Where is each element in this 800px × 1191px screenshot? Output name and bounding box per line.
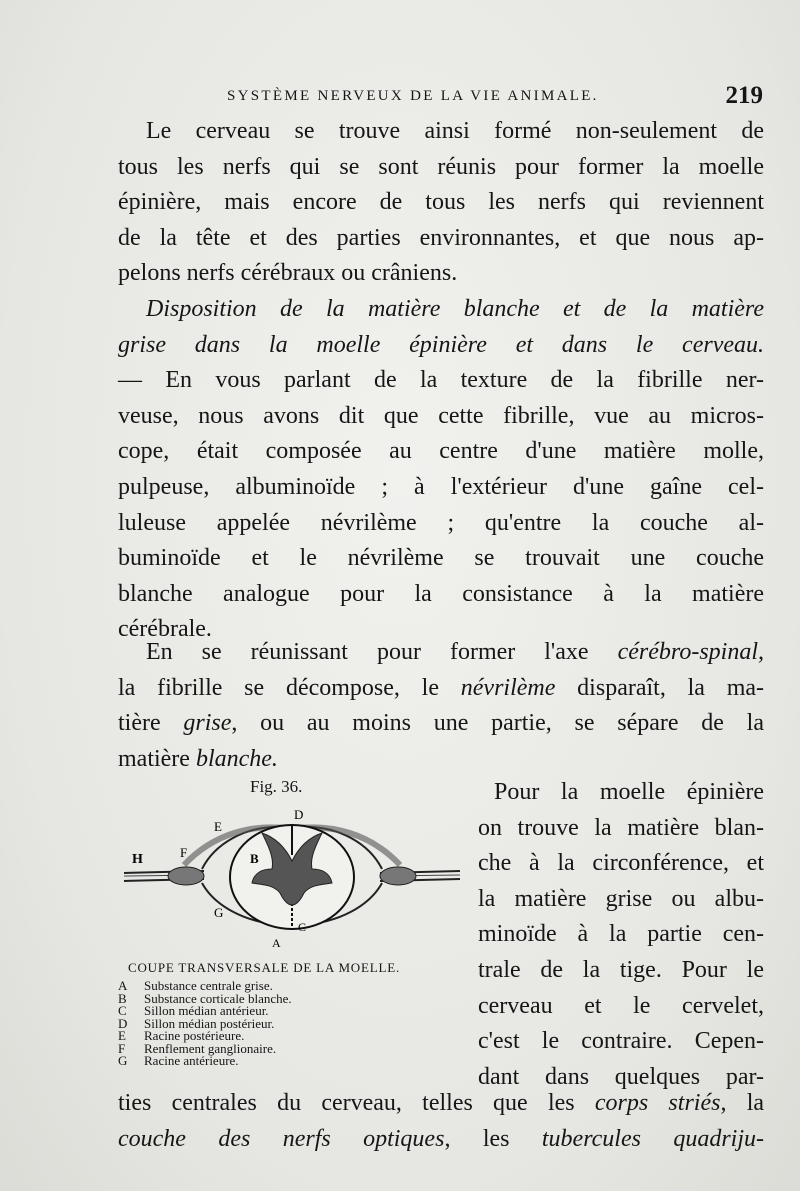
legend-item	[118, 1055, 292, 1068]
legend-key: A	[118, 978, 128, 993]
text-span: , les	[444, 1125, 542, 1152]
text-line: che à la circonférence, et	[478, 850, 764, 877]
section-heading-line	[118, 292, 764, 328]
figure-legend	[118, 980, 292, 1068]
text-line: pelons nerfs cérébraux ou crâniens.	[118, 260, 458, 287]
legend-key: C	[118, 1003, 127, 1018]
text-line: buminoïde et le névrilème se trouvait une couche	[118, 545, 764, 572]
text-line	[118, 635, 764, 671]
paragraph-2	[118, 292, 764, 648]
text-span: , la	[720, 1090, 765, 1116]
section-heading-italic: grise dans la moelle épinière et dans le cerveau.	[118, 331, 764, 358]
text-span: disparaît, la ma-	[555, 674, 764, 701]
text-line: luleuse appelée névrilème ; qu'entre la couche al-	[118, 509, 764, 536]
text-line: Pour la moelle épinière	[494, 779, 764, 805]
italic-term: névrilème	[460, 674, 556, 701]
text-line: de la tête et des parties environnantes, et que nous ap-	[118, 224, 764, 251]
section-heading-line	[118, 328, 764, 364]
legend-key: E	[118, 1028, 126, 1043]
text-line	[118, 706, 764, 742]
legend-text: Substance centrale grise.	[144, 978, 273, 993]
figure-caption: COUPE TRANSVERSALE DE LA MOELLE.	[128, 960, 401, 975]
legend-text: Racine postérieure.	[144, 1028, 245, 1043]
text-line: épinière, mais encore de tous les nerfs qui reviennent	[118, 189, 764, 216]
italic-term: cérébro-spinal,	[617, 639, 764, 665]
page-number: 219	[725, 82, 763, 109]
figure-label: Fig. 36.	[250, 777, 303, 796]
side-column-text	[478, 775, 764, 1095]
italic-term: blanche.	[195, 745, 278, 772]
text-span: matière	[118, 745, 196, 772]
fig-letter-g: G	[214, 905, 224, 920]
legend-key: D	[118, 1015, 128, 1031]
paragraph-3	[118, 635, 764, 777]
paragraph-1	[118, 114, 764, 292]
text-line: cerveau et le cervelet,	[478, 992, 764, 1019]
legend-key: F	[118, 1040, 126, 1056]
text-line: c'est le contraire. Cepen-	[478, 1028, 764, 1055]
text-span: , ou au moins une partie, se sépare de la	[231, 710, 764, 737]
text-line	[118, 671, 764, 707]
bottom-text	[118, 1086, 764, 1157]
text-span: En se réunissant pour former l'axe	[146, 639, 618, 665]
legend-text: Sillon médian postérieur.	[144, 1015, 275, 1031]
text-span: tière	[118, 710, 184, 737]
fig-letter-c: C	[298, 920, 307, 934]
text-line: tous les nerfs qui se sont réunis pour former la moelle	[118, 153, 764, 180]
text-line: minoïde à la partie cen-	[478, 921, 764, 948]
legend-text: Substance corticale blanche.	[144, 990, 292, 1006]
text-line: — En vous parlant de la texture de la fibrille ner-	[118, 367, 764, 394]
fig-letter-b: B	[250, 851, 259, 866]
fig-letter-h: H	[132, 852, 143, 867]
text-line: Le cerveau se trouve ainsi formé non-seulement de	[146, 118, 764, 144]
text-line	[118, 742, 764, 778]
italic-term: tubercules quadriju-	[541, 1125, 765, 1152]
running-header	[115, 82, 765, 112]
italic-term: couche des nerfs optiques	[118, 1125, 445, 1152]
italic-term: grise	[183, 710, 232, 737]
text-line: cope, était composée au centre d'une matière molle,	[118, 438, 764, 465]
fig-letter-a: A	[272, 936, 281, 950]
text-line: la matière grise ou albu-	[478, 885, 764, 912]
text-line: blanche analogue pour la consistance à la matière	[118, 580, 764, 607]
fig-letter-d: D	[294, 807, 304, 822]
italic-term: corps striés	[594, 1090, 721, 1116]
section-heading-italic: Disposition de la matière blanche et de la matière	[146, 296, 764, 322]
text-line: cérébrale.	[118, 616, 212, 643]
legend-text: Racine antérieure.	[144, 1053, 239, 1068]
text-line: on trouve la matière blan-	[478, 814, 764, 841]
fig-letter-f: F	[180, 845, 188, 860]
text-span: ties centrales du cerveau, telles que les	[118, 1090, 595, 1116]
text-line: dant dans quelques par-	[478, 1063, 764, 1090]
fig-letter-e: E	[214, 819, 222, 834]
legend-key: B	[118, 990, 127, 1006]
text-span: la fibrille se décompose, le	[118, 674, 461, 701]
text-line	[118, 1122, 764, 1158]
text-line	[118, 1086, 764, 1122]
text-line: trale de la tige. Pour le	[478, 956, 764, 983]
running-title: SYSTÈME NERVEUX DE LA VIE ANIMALE.	[227, 88, 599, 104]
legend-text: Renflement ganglionaire.	[144, 1040, 277, 1056]
text-line: pulpeuse, albuminoïde ; à l'extérieur d'une gaîne cel-	[118, 473, 764, 500]
legend-key: G	[118, 1053, 128, 1068]
legend-text: Sillon médian antérieur.	[144, 1003, 269, 1018]
spinal-cord-cross-section-illustration	[124, 805, 460, 955]
text-line: veuse, nous avons dit que cette fibrille, vue au micros-	[118, 402, 764, 429]
figure-36	[118, 775, 468, 1095]
